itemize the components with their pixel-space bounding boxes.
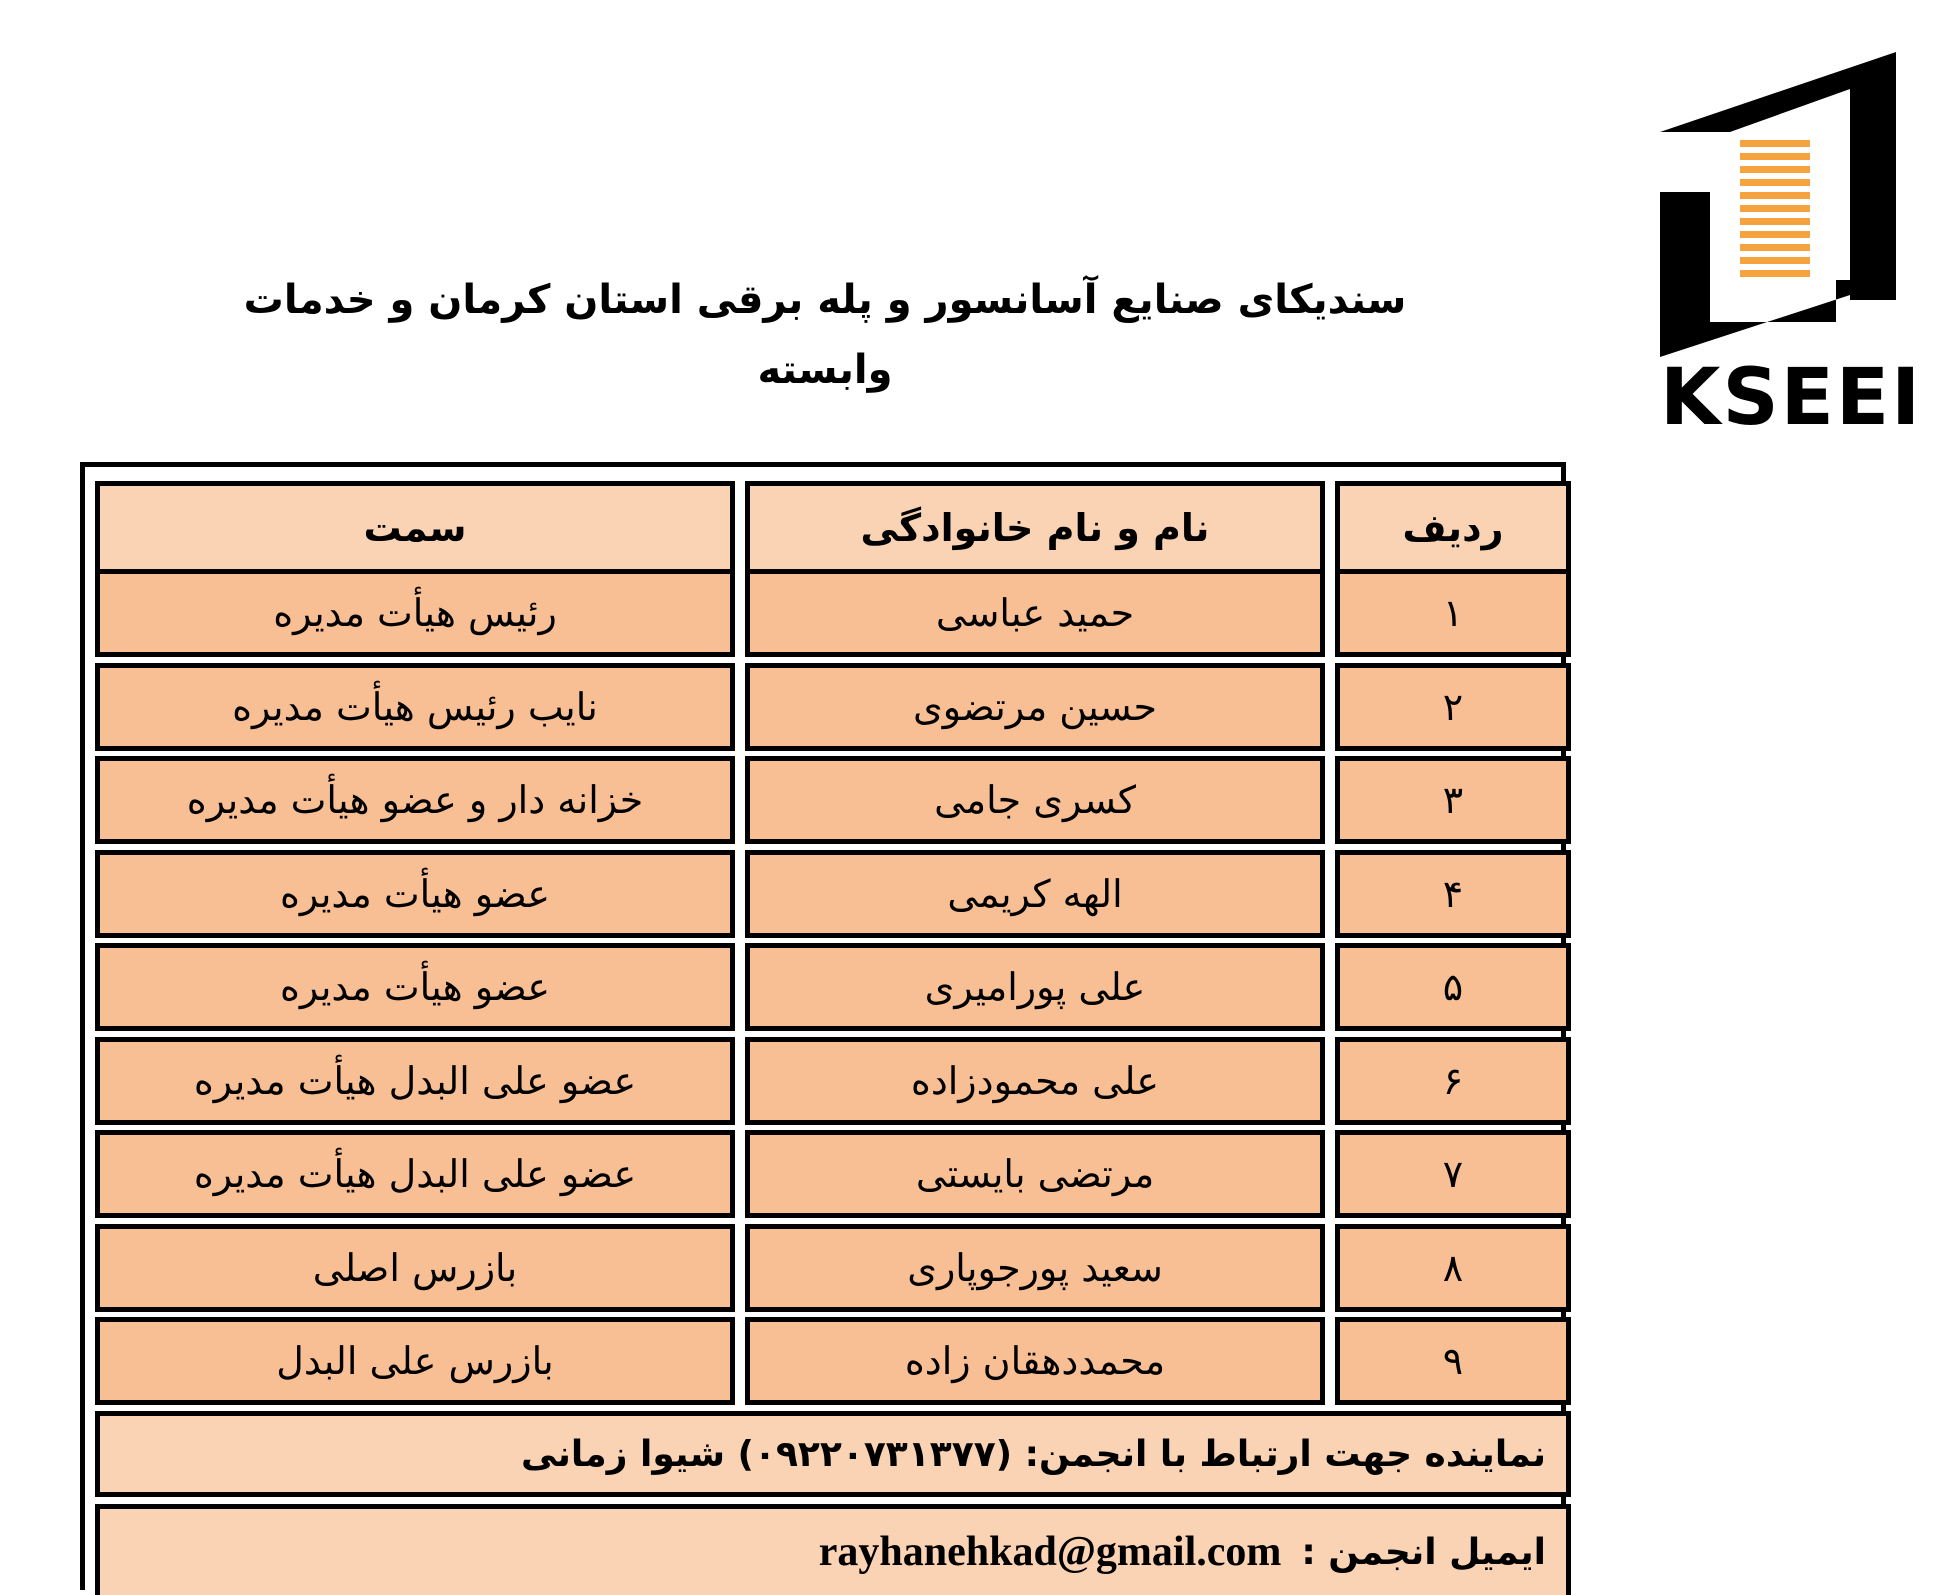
header-name: نام و نام خانوادگی xyxy=(745,481,1325,574)
cell-row-number: ۳ xyxy=(1335,756,1571,844)
header-position: سمت xyxy=(95,481,735,574)
cell-position: نایب رئیس هیأت مدیره xyxy=(95,663,735,751)
cell-position: بازرس علی البدل xyxy=(95,1317,735,1405)
cell-position: خزانه دار و عضو هیأت مدیره xyxy=(95,756,735,844)
cell-row-number: ۱ xyxy=(1335,569,1571,657)
cell-row-number: ۹ xyxy=(1335,1317,1571,1405)
cell-row-number: ۲ xyxy=(1335,663,1571,751)
cell-row-number: ۶ xyxy=(1335,1037,1571,1125)
header-row-number: ردیف xyxy=(1335,481,1571,574)
cell-name: الهه کریمی xyxy=(745,850,1325,938)
cell-name: حمید عباسی xyxy=(745,569,1325,657)
cell-name: علی محمودزاده xyxy=(745,1037,1325,1125)
cell-row-number: ۵ xyxy=(1335,943,1571,1031)
cell-name: علی پورامیری xyxy=(745,943,1325,1031)
cell-row-number: ۴ xyxy=(1335,850,1571,938)
email-label: ایمیل انجمن : xyxy=(1301,1531,1546,1573)
document-title: سندیکای صنایع آسانسور و پله برقی استان کرمان و خدمات وابسته xyxy=(243,277,1407,393)
members-table xyxy=(80,462,1566,1590)
cell-name: محمددهقان زاده xyxy=(745,1317,1325,1405)
cell-position: رئیس هیأت مدیره xyxy=(95,569,735,657)
cell-position: عضو علی البدل هیأت مدیره xyxy=(95,1130,735,1218)
cell-name: حسین مرتضوی xyxy=(745,663,1325,751)
cell-row-number: ۸ xyxy=(1335,1224,1571,1312)
cell-row-number: ۷ xyxy=(1335,1130,1571,1218)
association-email-row xyxy=(95,1504,1571,1595)
representative-contact: نماینده جهت ارتباط با انجمن: (۰۹۲۲۰۷۳۱۳۷۷) شیوا زمانی xyxy=(95,1411,1571,1497)
cell-position: عضو علی البدل هیأت مدیره xyxy=(95,1037,735,1125)
cell-position: عضو هیأت مدیره xyxy=(95,943,735,1031)
cell-name: سعید پورجوپاری xyxy=(745,1224,1325,1312)
cell-name: کسری جامی xyxy=(745,756,1325,844)
logo-wordmark: KSEEI xyxy=(1660,353,1923,443)
cell-position: عضو هیأت مدیره xyxy=(95,850,735,938)
cell-position: بازرس اصلی xyxy=(95,1224,735,1312)
cell-name: مرتضی بایستی xyxy=(745,1130,1325,1218)
email-link[interactable]: rayhanehkad@gmail.com xyxy=(818,1529,1282,1575)
